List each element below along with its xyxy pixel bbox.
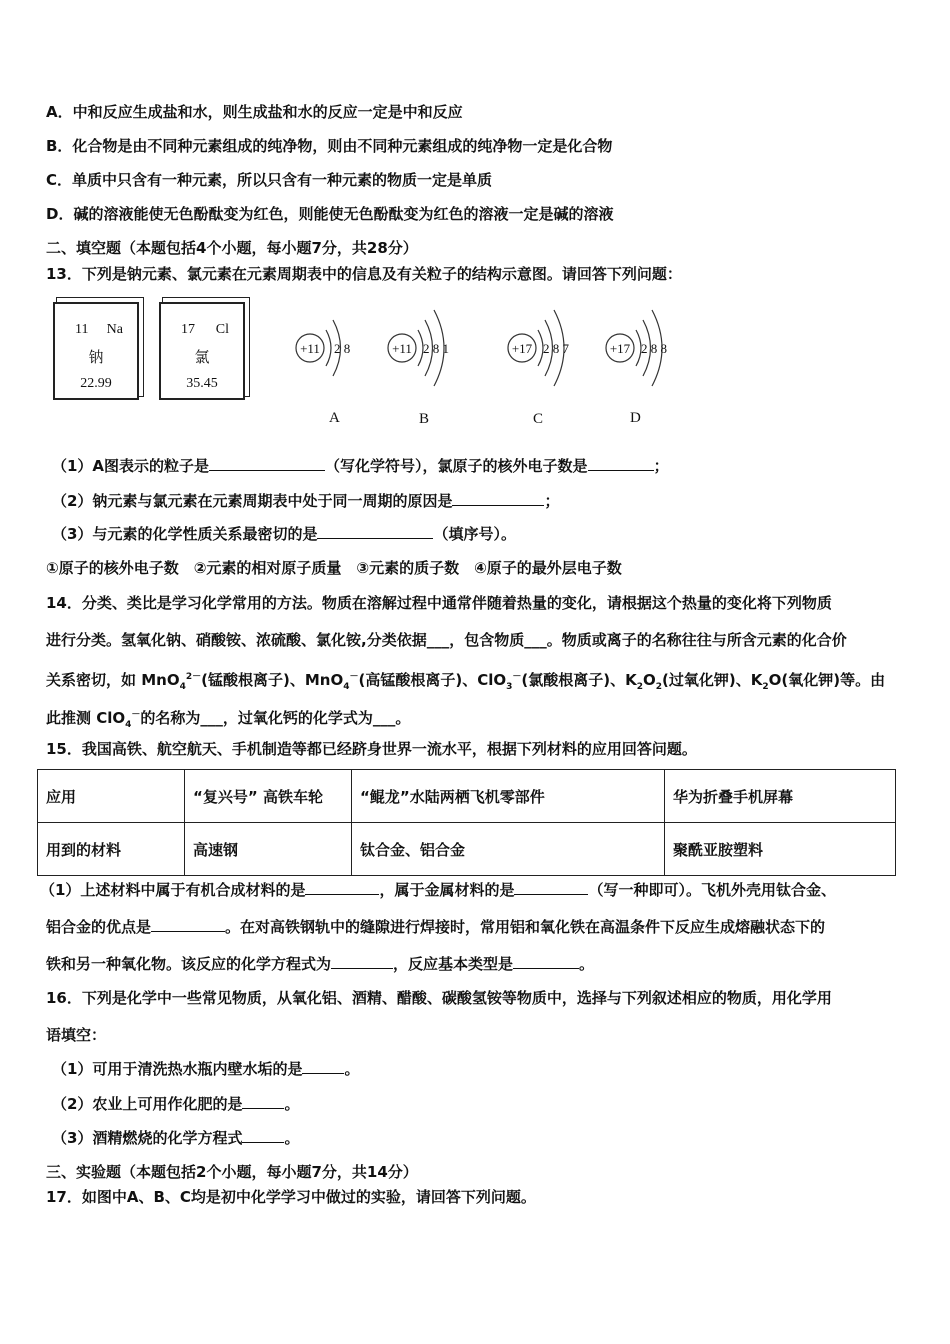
q16-part3: （3）酒精燃烧的化学方程式 。: [52, 1129, 300, 1147]
element-symbol: Cl: [215, 322, 229, 337]
table-cell: 聚酰亚胺塑料: [665, 823, 896, 876]
diagram-label-b: B: [419, 411, 430, 427]
q15-part1-line3: 铁和另一种氧化物。该反应的化学方程式为 ，反应基本类型是 。: [46, 955, 595, 973]
nucleus-d: +17: [609, 341, 631, 356]
table-cell: 用到的材料: [38, 823, 185, 876]
diagram-label-a: A: [329, 410, 340, 426]
q16-line1: 16．下列是化学中一些常见物质，从氧化铝、酒精、醋酸、碳酸氢铵等物质中，选择与下列叙述相应的物质，用化学用: [46, 989, 832, 1007]
atomic-mass: 22.99: [80, 376, 112, 391]
q13-part1: （1）A图表示的粒子是 （写化学符号），氯原子的核外电子数是 ；: [52, 457, 669, 475]
q16-line2: 语填空：: [46, 1026, 107, 1044]
q16-part2: （2）农业上可用作化肥的是 。: [52, 1095, 300, 1113]
q13-part2: （2）钠元素与氯元素在元素周期表中处于同一周期的原因是 ；: [52, 492, 560, 510]
q14-line1: 14．分类、类比是学习化学常用的方法。物质在溶解过程中通常伴随着热量的变化，请根据这个热量的变化将下列物质: [46, 594, 832, 612]
element-name: 钠: [88, 348, 104, 366]
atomic-number: 17: [181, 322, 195, 337]
element-card-chlorine: [159, 302, 245, 400]
q17-stem: 17．如图中A、B、C均是初中化学学习中做过的实验，请回答下列问题。: [46, 1188, 536, 1206]
q13-choices: ①原子的核外电子数 ②元素的相对原子质量 ③元素的质子数 ④原子的最外层电子数: [46, 559, 622, 577]
q15-part1-line1: （1）上述材料中属于有机合成材料的是 ，属于金属材料的是 （写一种即可）。飞机外壳用钛合金、: [40, 881, 836, 899]
atomic-structure-diagrams: [280, 296, 700, 406]
table-row: [38, 823, 896, 876]
q12-option-a: A．中和反应生成盐和水，则生成盐和水的反应一定是中和反应: [46, 103, 463, 121]
element-card-sodium: [53, 302, 139, 400]
table-cell: “复兴号” 高铁车轮: [185, 770, 352, 823]
table-row: [38, 770, 896, 823]
atomic-mass: 35.45: [186, 376, 218, 391]
atomic-number: 11: [75, 322, 89, 337]
q13-stem: 13．下列是钠元素、氯元素在元素周期表中的信息及有关粒子的结构示意图。请回答下列问题：: [46, 265, 682, 283]
q12-option-d: D．碱的溶液能使无色酚酞变为红色，则能使无色酚酞变为红色的溶液一定是碱的溶液: [46, 205, 614, 223]
table-cell: 钛合金、铝合金: [352, 823, 665, 876]
element-name: 氯: [194, 348, 210, 366]
section2-title: 二、填空题（本题包括4个小题，每小题7分，共28分）: [46, 239, 418, 257]
table-cell: 应用: [38, 770, 185, 823]
diagram-label-d: D: [630, 410, 641, 426]
q14-line3: 关系密切，如 MnO$_4^{2-}$(锰酸根离子)、MnO$_4$－(高锰酸根离子)、ClO$_3$－(氯酸根离子)、$K_2O_2$(过氧化钾)、$K_2O$(氧化钾)等。由: [46, 671, 886, 692]
q15-part1-line2: 铝合金的优点是 。在对高铁钢轨中的缝隙进行焊接时，常用铝和氧化铁在高温条件下反应生成熔融状态下的: [46, 918, 826, 936]
section3-title: 三、实验题（本题包括2个小题，每小题7分，共14分）: [46, 1163, 418, 1181]
q14-line2: 进行分类。氢氧化钠、硝酸铵、浓硫酸、氯化铵,分类依据___，包含物质___。物质或离子的名称往往与所含元素的化合价: [46, 631, 847, 649]
shells-a: 2 8: [334, 341, 351, 356]
nucleus-a: +11: [300, 341, 320, 356]
q14-line4: 此推测 ClO$_4$－的名称为___，过氧化钙的化学式为___。: [46, 709, 411, 730]
table-cell: 华为折叠手机屏幕: [665, 770, 896, 823]
table-cell: 高速钢: [185, 823, 352, 876]
diagram-label-c: C: [533, 411, 544, 427]
table-cell: “鲲龙”水陆两栖飞机零部件: [352, 770, 665, 823]
q13-part3: （3）与元素的化学性质关系最密切的是 （填序号）。: [52, 525, 516, 543]
shells-c: 2 8 7: [543, 341, 569, 356]
q15-stem: 15．我国高铁、航空航天、手机制造等都已经跻身世界一流水平，根据下列材料的应用回答问题。: [46, 740, 697, 758]
element-symbol: Na: [106, 322, 123, 337]
shells-d: 2 8 8: [641, 341, 667, 356]
q16-part1: （1）可用于清洗热水瓶内壁水垢的是 。: [52, 1060, 360, 1078]
nucleus-b: +11: [392, 341, 412, 356]
nucleus-c: +17: [511, 341, 533, 356]
q12-option-c: C．单质中只含有一种元素，所以只含有一种元素的物质一定是单质: [46, 171, 493, 189]
q12-option-b: B．化合物是由不同种元素组成的纯净物，则由不同种元素组成的纯净物一定是化合物: [46, 137, 613, 155]
materials-table: [37, 769, 896, 876]
shells-b: 2 8 1: [423, 341, 449, 356]
